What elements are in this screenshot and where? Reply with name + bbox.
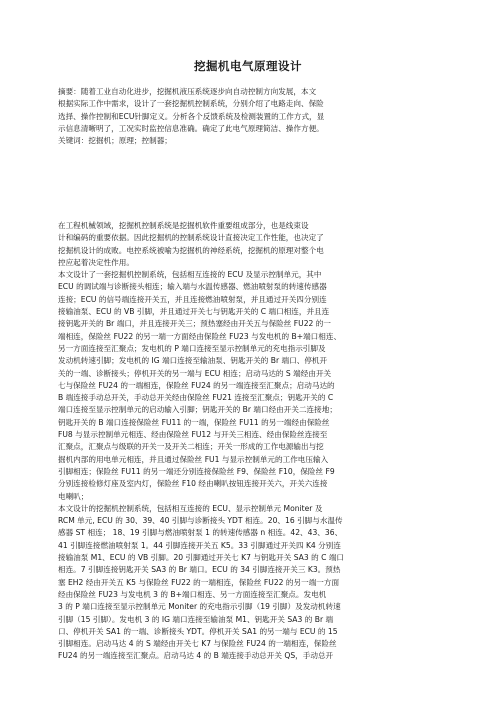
body-line: 掘机内部的用电单元相连，并且通过保险丝 FU1 与显示控制单元的工作电压输入 [58, 454, 329, 464]
body-line: FU24 的另一端连接至汇聚点。启动马达 4 的 B 端连接手动总开关 QS，手动总开 [58, 651, 334, 661]
body-line: 接钥匙开关的 Br 端口，并且连接开关三；预热塞经由开关五与保险丝 FU22 的一 [58, 319, 331, 329]
body-line: 引脚相连；保险丝 FU11 的另一端还分别连接保险丝 F9、保险丝 F10，保险丝 F9 [58, 466, 335, 476]
abstract-line: 根据实际工作中需求，设计了一套挖掘机控制系统，分别介绍了电路走向、保险 [58, 99, 324, 109]
body-line: 电喇叭； [58, 491, 89, 501]
body-line: 钥匙开关的 B 端口连接保险丝 FU11 的一端，保险丝 FU11 的另一端经由保险丝 [58, 417, 330, 427]
body-line: 本文设计的挖掘机控制系统，包括相互连接的 ECU、显示控制单元 Moniter 及 [58, 503, 323, 513]
body-line: 41 引脚连接燃油喷射泵 1。44 引脚连接开关五 K5。33 引脚通过开关四 K4 分别连 [58, 540, 341, 550]
document-title: 挖掘机电气原理设计 [194, 59, 302, 73]
body-line: 塞 EH2 经由开关五 K5 与保险丝 FU22 的一端相连，保险丝 FU22 的另一端一方面 [58, 577, 340, 587]
body-line: 计和编码的重要依据。因此挖掘机的控制系统设计直接决定工作性能，也决定了 [58, 233, 324, 243]
body-line: ECU 的调试端与诊断接头相连；输入端与水温传感器、燃油喷射泵的转速传感器 [58, 282, 327, 292]
body-line: B 端连接手动总开关，手动总开关经由保险丝 FU21 连接至汇聚点；钥匙开关的 C [58, 393, 334, 403]
body-line: 分别连接检修灯座及室内灯，保险丝 F10 经由喇叭按钮连接开关六，开关六连接 [58, 479, 328, 489]
abstract-line: 选择、操作控制和ECU针脚定义。分析各个反馈系统及检测装置的工作方式，显 [58, 111, 325, 121]
body-line: 口、停机开关 SA1 的一端、诊断接头 YDT。停机开关 SA1 的另一端与 ECU 的 15 [58, 626, 338, 636]
body-line: 相连。7 引脚连接钥匙开关 SA3 的 Br 端口。ECU 的 34 引脚连接开关三 K3。预热 [58, 565, 341, 575]
body-line: 接输油泵、ECU 的 VB 引脚，并且通过开关七与钥匙开关的 C 端口相连，并且连 [58, 307, 330, 317]
abstract-line: 示信息清晰明了，工况实时监控信息准确。确定了此电气原理简洁、操作方便。 [58, 123, 324, 133]
body-line: 在工程机械领域，挖掘机控制系统是挖掘机软件重要组成部分，也是线束设 [58, 221, 309, 230]
body-line: 发动机转速引脚；发电机的 IG 端口连接至输油泵、钥匙开关的 Br 端口、停机开 [58, 356, 328, 366]
body-line: 3 的 P 端口连接至显示控制单元 Moniter 的充电指示引脚（19 引脚）及发动机转速 [58, 602, 341, 612]
body-line: 端相连，保险丝 FU22 的另一端一方面经由保险丝 FU23 与发电机的 B+端口相连、 [58, 331, 342, 341]
body-line: 控应起着决定性作用。 [58, 257, 134, 267]
abstract-section [58, 86, 443, 147]
body-line: 引脚相连。启动马达 4 的 S 端经由开关七 K7 与保险丝 FU24 的一端相连，保险丝 [58, 639, 337, 649]
body-line: 经由保险丝 FU23 与发电机 3 的 B+端口相连、另一方面连接至汇聚点。发电机 [58, 589, 327, 599]
body-line: 接输油泵 M1、ECU 的 VB 引脚。20 引脚通过开关七 K7 与钥匙开关 SA3 的 C 端口 [58, 553, 345, 563]
body-line: 本文设计了一套挖掘机控制系统，包括相互连接的 ECU 及显示控制单元，其中 [58, 270, 322, 280]
body-line: 连接；ECU 的信号端连接开关五，并且连接燃油喷射泵，并且通过开关四分别连 [58, 294, 327, 304]
body-line: 另一方面连接至汇聚点；发电机的 P 端口连接至显示控制单元的充电指示引脚及 [58, 343, 326, 353]
body-line: 关的一端、诊断接头；停机开关的另一端与 ECU 相连；启动马达的 S 端经由开关 [58, 368, 332, 378]
body-line: 挖掘机设计的成败。电控系统被喻为挖掘机的神经系统，挖掘机的原理对整个电 [58, 245, 324, 255]
abstract-line: 摘要：随着工业自动化进步，挖掘机液压系统逐步向自动控制方向发展，本文 [58, 87, 317, 96]
body-text [58, 220, 443, 663]
body-line: FU8 与显示控制单元相连、经由保险丝 FU12 与开关三相连、经由保险丝连接至 [58, 430, 328, 440]
body-line: 感器 ST 相连； 18、19 引脚与燃油喷射泵 1 的转速传感器 n 相连。42、43、36、 [58, 528, 343, 538]
body-line: 端口连接至显示控制单元的启动输入引脚；钥匙开关的 Br 端口经由开关二连接地； [58, 405, 337, 415]
body-line: 七与保险丝 FU24 的一端相连，保险丝 FU24 的另一端连接至汇聚点；启动马达的 [58, 380, 335, 390]
body-line: 引脚（15 引脚）。发电机 3 的 IG 端口连接至输油泵 M1、钥匙开关 SA3 的 Br 端 [58, 614, 334, 624]
body-line: RCM 单元, ECU 的 30、39、40 引脚与诊断接头 YDT 相连。20、16 引脚与水温传 [58, 516, 343, 526]
abstract-line: 关键词：挖掘机；原理；控制器； [58, 136, 172, 146]
body-line: 汇聚点，汇聚点与级联的开关一及开关二相连；开关一形成的工作电源输出与挖 [58, 442, 324, 452]
